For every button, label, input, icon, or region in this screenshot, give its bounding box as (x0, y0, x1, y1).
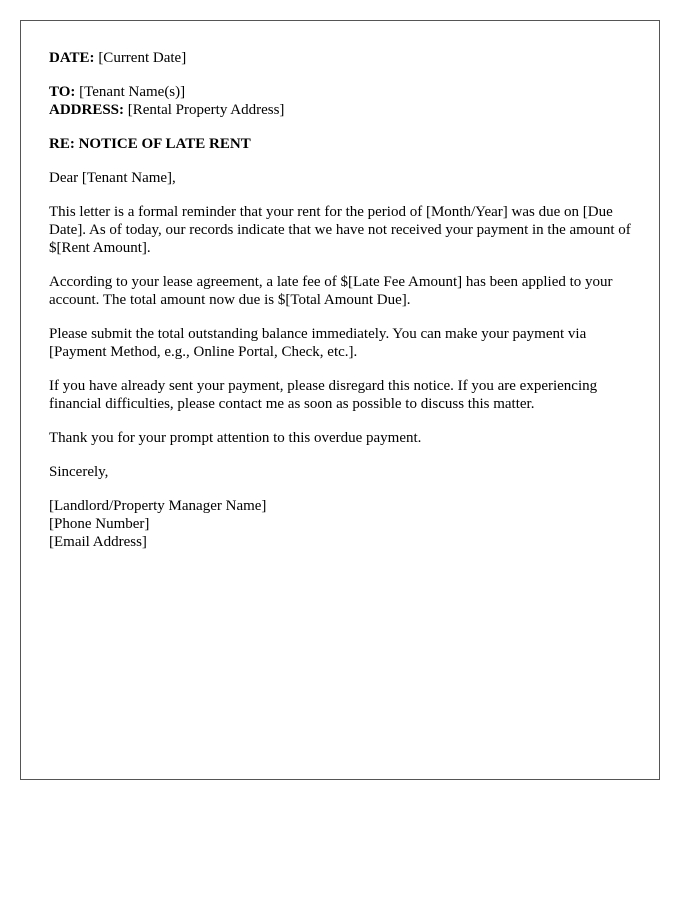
address-label: ADDRESS: (49, 102, 125, 118)
to-value: [Tenant Name(s)] (79, 84, 186, 100)
subject-line: RE: NOTICE OF LATE RENT (49, 136, 251, 152)
salutation: Dear [Tenant Name], (49, 170, 176, 186)
body-paragraph-2: According to your lease agreement, a late fee of $[Late Fee Amount] has been applied to your account. The total amount now due is $[Total Amount Due]. (49, 274, 613, 308)
letter-page (20, 20, 660, 780)
date-value: [Current Date] (98, 50, 187, 66)
to-label: TO: (49, 84, 76, 100)
signature-block (49, 497, 631, 551)
date-label: DATE: (49, 50, 95, 66)
signature-phone: [Phone Number] (49, 516, 150, 532)
body-paragraph-4: If you have already sent your payment, please disregard this notice. If you are experiencing financial difficulties, please contact me as soon as possible to discuss this matter. (49, 378, 598, 412)
signature-email: [Email Address] (49, 534, 147, 550)
recipient-block (49, 83, 631, 119)
address-line (49, 101, 631, 119)
body-paragraph-3: Please submit the total outstanding balance immediately. You can make your payment via [Payment Method, e.g., Online Portal, Check, etc.]. (49, 326, 587, 360)
signature-name: [Landlord/Property Manager Name] (49, 498, 267, 514)
to-line (49, 83, 631, 101)
body-paragraph-1: This letter is a formal reminder that your rent for the period of [Month/Year] was due on [Due Date]. As of today, our records indicate that we have not received your payment in the amount of $[Rent Amount]. (49, 204, 631, 256)
body-paragraph-5: Thank you for your prompt attention to this overdue payment. (49, 430, 422, 446)
closing: Sincerely, (49, 464, 109, 480)
address-value: [Rental Property Address] (127, 102, 285, 118)
date-line (49, 49, 631, 67)
